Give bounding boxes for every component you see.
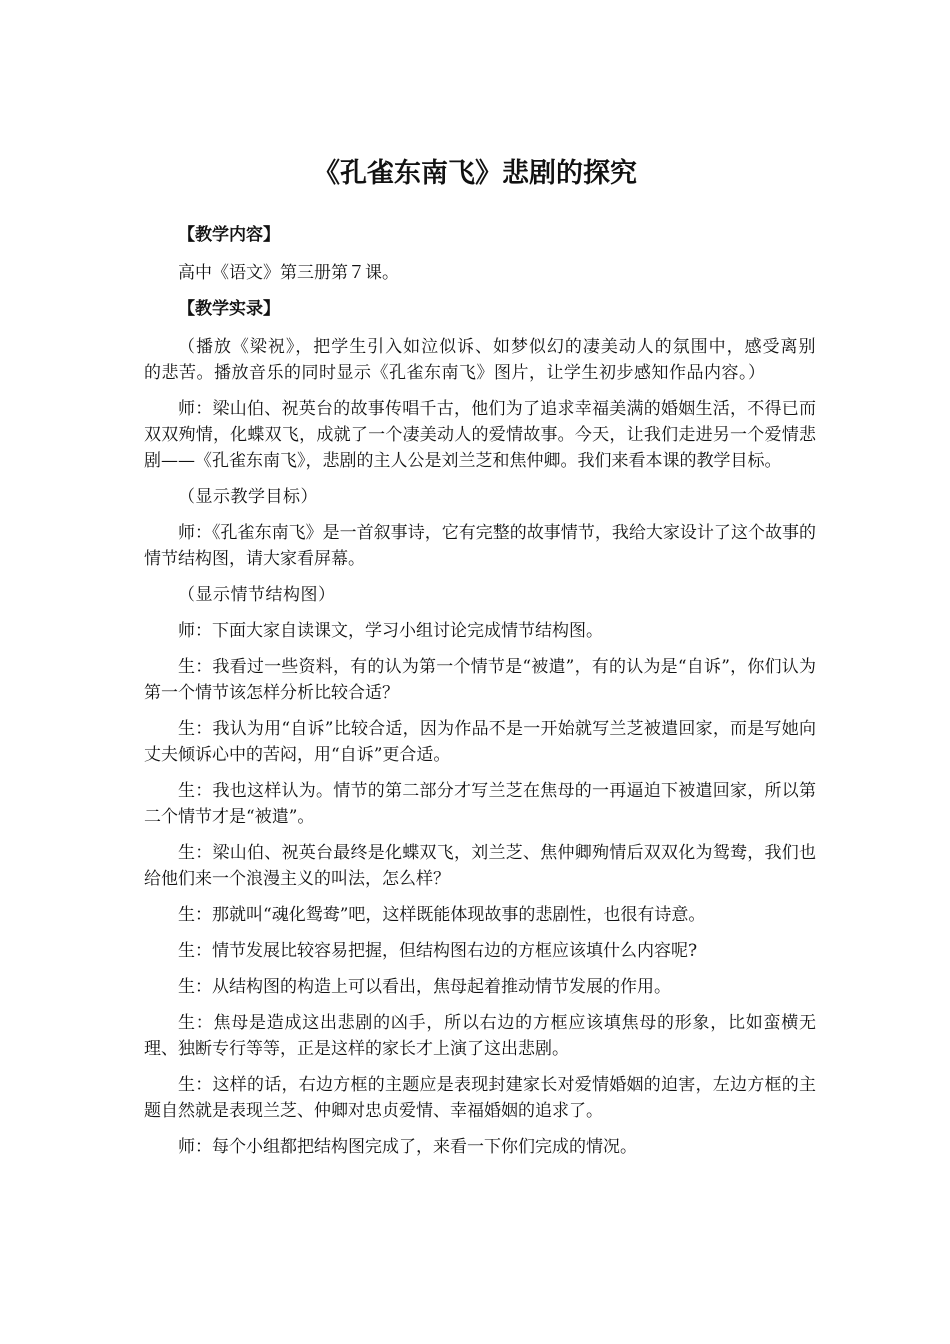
body-paragraph: 生：这样的话，右边方框的主题应是表现封建家长对爱情婚姻的迫害，左边方框的主题自然就是表现兰芝、仲卿对忠贞爱情、幸福婚姻的追求了。 <box>144 1075 816 1121</box>
body-paragraph: 生：焦母是造成这出悲剧的凶手，所以右边的方框应该填焦母的形象，比如蛮横无理、独断专行等等，正是这样的家长才上演了这出悲剧。 <box>144 1013 816 1059</box>
body-paragraph: 生：从结构图的构造上可以看出，焦母起着推动情节发展的作用。 <box>178 977 671 997</box>
body-paragraph: 生：我也这样认为。情节的第二部分才写兰芝在焦母的一再逼迫下被遣回家，所以第二个情节才是“被遣”。 <box>144 781 816 827</box>
body-paragraph: 生：梁山伯、祝英台最终是化蝶双飞，刘兰芝、焦仲卿殉情后双双化为鸳鸯，我们也给他们来一个浪漫主义的叫法，怎么样？ <box>144 843 816 889</box>
body-paragraph: 师：下面大家自读课文，学习小组讨论完成情节结构图。 <box>178 621 603 641</box>
body-paragraph: 生：我认为用“自诉”比较合适，因为作品不是一开始就写兰芝被遣回家，而是写她向丈夫倾诉心中的苦闷，用“自诉”更合适。 <box>144 719 816 765</box>
document-body <box>144 222 816 1170</box>
body-paragraph: 师：《孔雀东南飞》是一首叙事诗，它有完整的故事情节，我给大家设计了这个故事的情节结构图，请大家看屏幕。 <box>144 523 816 569</box>
section-heading: 【教学内容】 <box>178 225 280 245</box>
body-paragraph: 生：情节发展比较容易把握，但结构图右边的方框应该填什么内容呢? <box>178 941 698 961</box>
body-paragraph: 师：梁山伯、祝英台的故事传唱千古，他们为了追求幸福美满的婚姻生活，不得已而双双殉情，化蝶双飞，成就了一个凄美动人的爱情故事。今天，让我们走进另一个爱情悲剧——《孔雀东南飞》，悲剧的主人公是刘兰芝和焦仲卿。我们来看本课的教学目标。 <box>144 399 816 471</box>
body-paragraph: 师：每个小组都把结构图完成了，来看一下你们完成的情况。 <box>178 1137 637 1157</box>
stage-direction: （显示情节结构图） <box>178 585 336 605</box>
document-title: 《孔雀东南飞》悲剧的探究 <box>313 158 637 189</box>
body-paragraph: 高中《语文》第三册第７课。 <box>178 263 399 283</box>
stage-direction: （显示教学目标） <box>178 487 318 507</box>
body-paragraph: 生：那就叫“魂化鸳鸯”吧，这样既能体现故事的悲剧性，也很有诗意。 <box>178 905 706 925</box>
body-paragraph: 生：我看过一些资料，有的认为第一个情节是“被遣”，有的认为是“自诉”，你们认为第一个情节该怎样分析比较合适？ <box>144 657 816 703</box>
stage-direction: （播放《梁祝》，把学生引入如泣似诉、如梦似幻的凄美动人的氛围中，感受离别的悲苦。播放音乐的同时显示《孔雀东南飞》图片，让学生初步感知作品内容。） <box>144 337 816 383</box>
section-heading: 【教学实录】 <box>178 299 280 319</box>
